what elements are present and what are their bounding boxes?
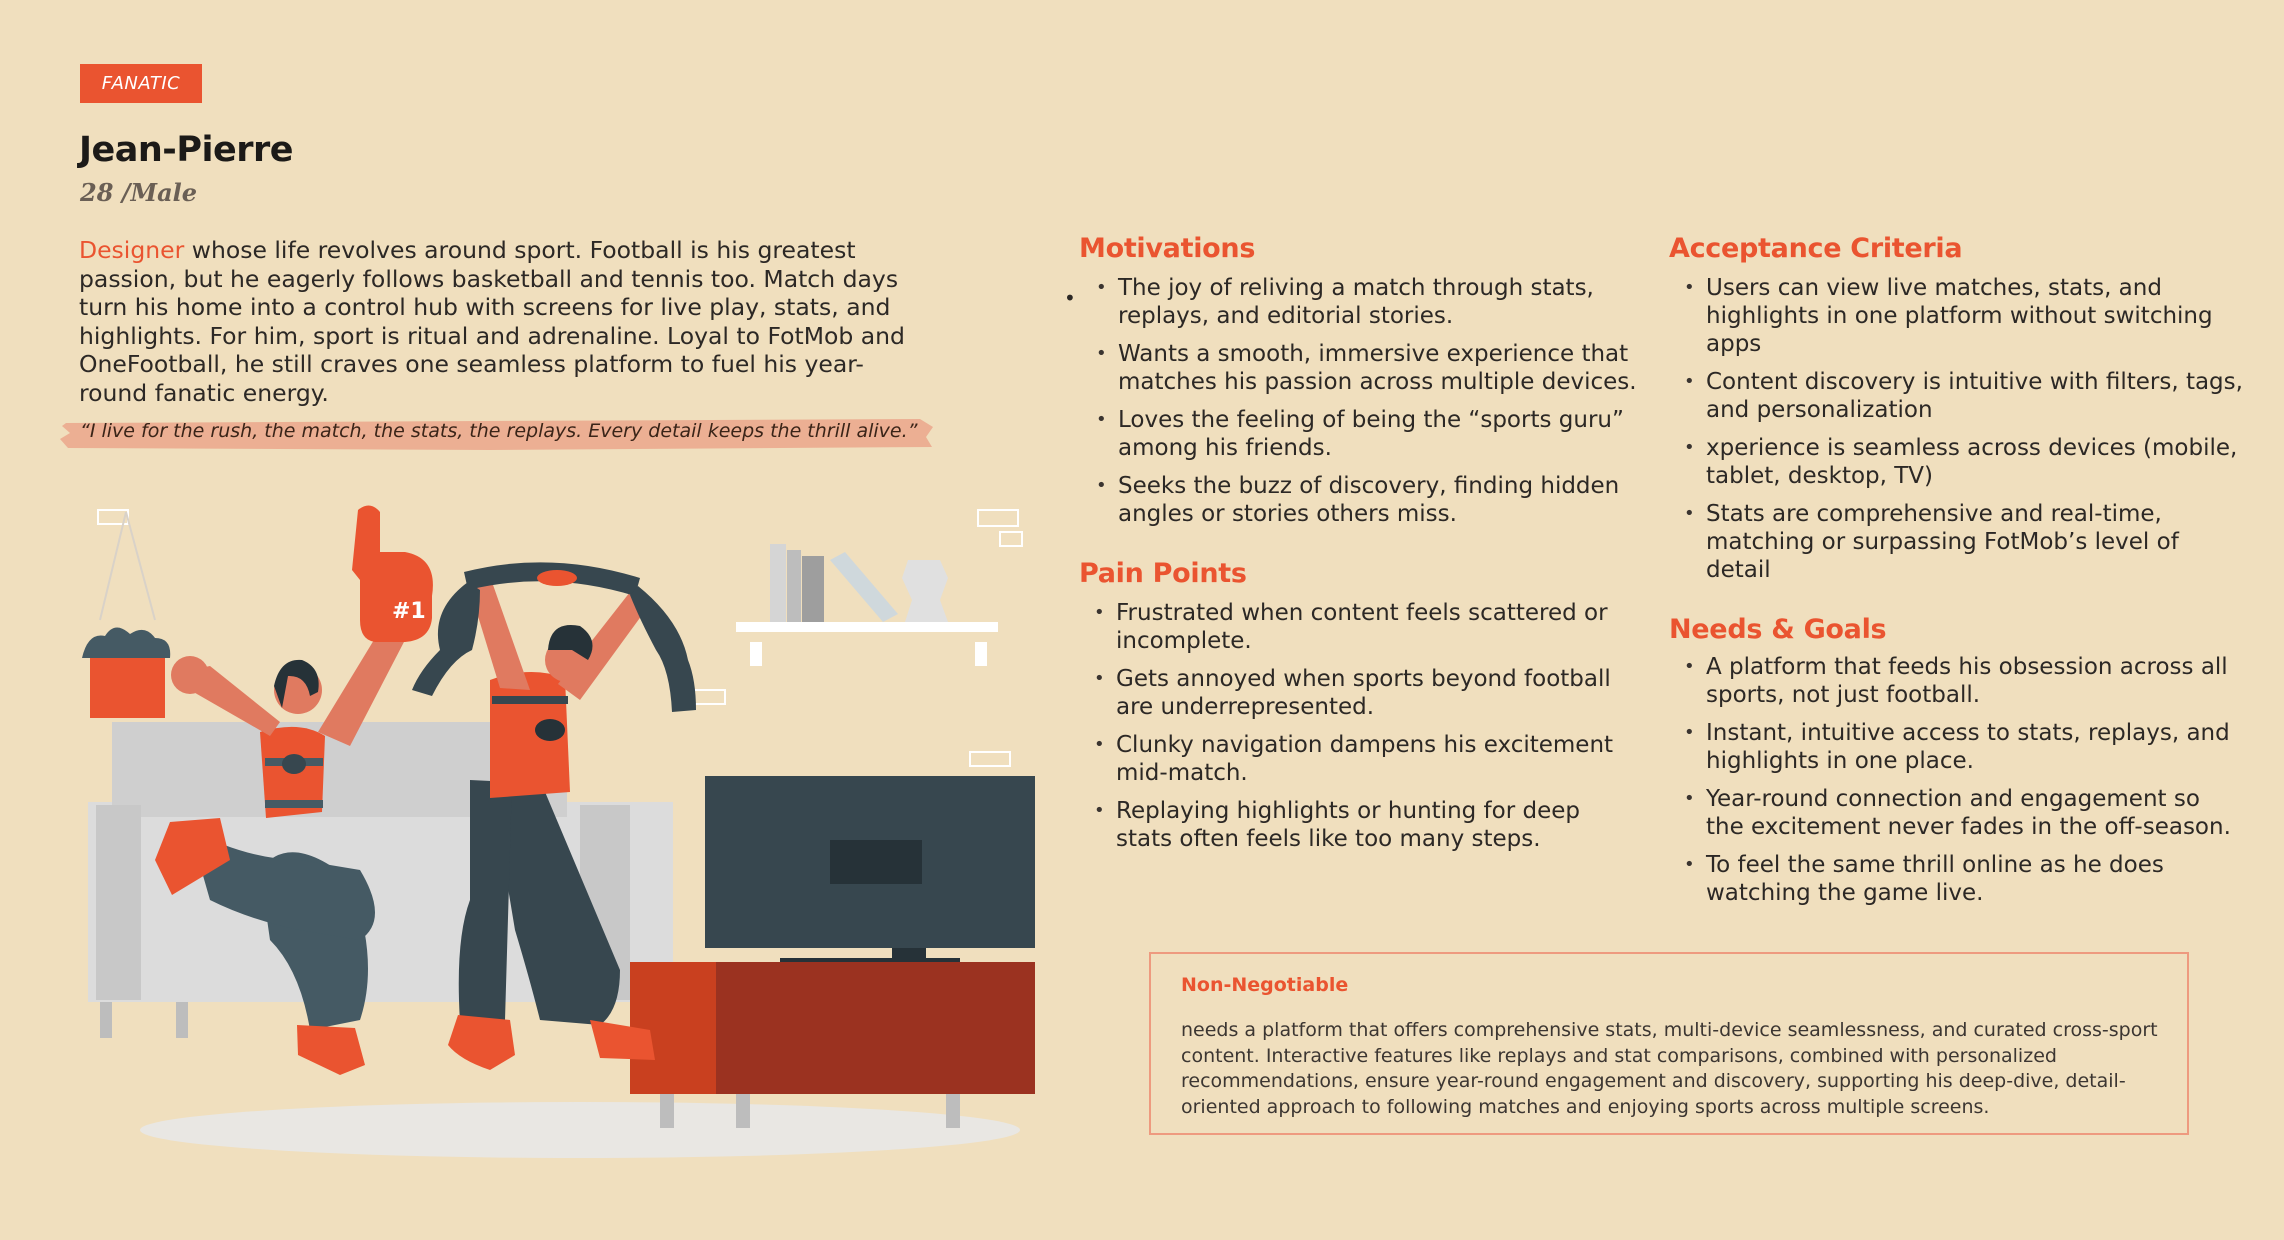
list-item: • The joy of reliving a match through stats, replays, and editorial stories. (1096, 274, 1656, 330)
pain-points-list (1094, 599, 1634, 863)
acceptance-criteria-list (1684, 274, 2244, 594)
needs-goals-list (1684, 653, 2244, 917)
non-negotiable-title: Non-Negotiable (1181, 974, 1349, 996)
list-item: • Year-round connection and engagement so the excitement never fades in the off-season. (1684, 785, 2244, 841)
foam-finger-text: #1 (392, 599, 426, 624)
quote-text: “I live for the rush, the match, the stats, the replays. Every detail keeps the thrill alive.” (80, 420, 918, 442)
list-item: • Frustrated when content feels scattered or incomplete. (1094, 599, 1634, 655)
list-item: • Users can view live matches, stats, and highlights in one platform without switching apps (1684, 274, 2244, 358)
list-item: • Clunky navigation dampens his excitement mid-match. (1094, 731, 1634, 787)
stray-bullet: • (1064, 286, 1076, 310)
list-item: • Stats are comprehensive and real-time, matching or surpassing FotMob’s level of detail (1684, 500, 2244, 584)
list-item: • Wants a smooth, immersive experience that matches his passion across multiple devices. (1096, 340, 1656, 396)
bio-text: whose life revolves around sport. Football is his greatest passion, but he eagerly follows basketball and tennis too. Match days turn his home into a control hub with screens for live play, stats, and highlights. For him, sport is ritual and adrenaline. Loyal to FotMob and OneFootball, he still craves one seamless platform to fuel his year-round fanatic energy. (79, 236, 905, 407)
persona-quote (60, 417, 933, 451)
list-item: • To feel the same thrill online as he does watching the game live. (1684, 851, 2244, 907)
list-item: • Seeks the buzz of discovery, finding hidden angles or stories others miss. (1096, 472, 1656, 528)
motivations-list (1096, 274, 1656, 538)
persona-name: Jean-Pierre (79, 130, 293, 170)
list-item: • A platform that feeds his obsession across all sports, not just football. (1684, 653, 2244, 709)
list-item: • Loves the feeling of being the “sports guru” among his friends. (1096, 406, 1656, 462)
list-item: • Content discovery is intuitive with filters, tags, and personalization (1684, 368, 2244, 424)
persona-age-gender: 28 /Male (80, 178, 198, 207)
acceptance-criteria-title: Acceptance Criteria (1669, 233, 1963, 264)
needs-goals-title: Needs & Goals (1669, 614, 1887, 645)
list-item: • Instant, intuitive access to stats, replays, and highlights in one place. (1684, 719, 2244, 775)
motivations-title: Motivations (1079, 233, 1256, 264)
bio-highlight: Designer (79, 236, 185, 264)
list-item: • Gets annoyed when sports beyond football are underrepresented. (1094, 665, 1634, 721)
list-item: • Replaying highlights or hunting for deep stats often feels like too many steps. (1094, 797, 1634, 853)
persona-bio (79, 236, 919, 407)
non-negotiable-text: needs a platform that offers comprehensive stats, multi-device seamlessness, and curated cross-sport content. Interactive features like replays and stat comparisons, combined with personalized recommendations, ensure year-round engagement and discovery, supporting his deep-dive, detail-oriented approach to following matches and enjoying sports across multiple screens. (1181, 1019, 2158, 1118)
fans-cheering-illustration (60, 500, 1035, 1165)
non-negotiable-box (1149, 952, 2189, 1135)
persona-badge: FANATIC (80, 64, 202, 103)
list-item: • xperience is seamless across devices (mobile, tablet, desktop, TV) (1684, 434, 2244, 490)
pain-points-title: Pain Points (1079, 558, 1247, 589)
